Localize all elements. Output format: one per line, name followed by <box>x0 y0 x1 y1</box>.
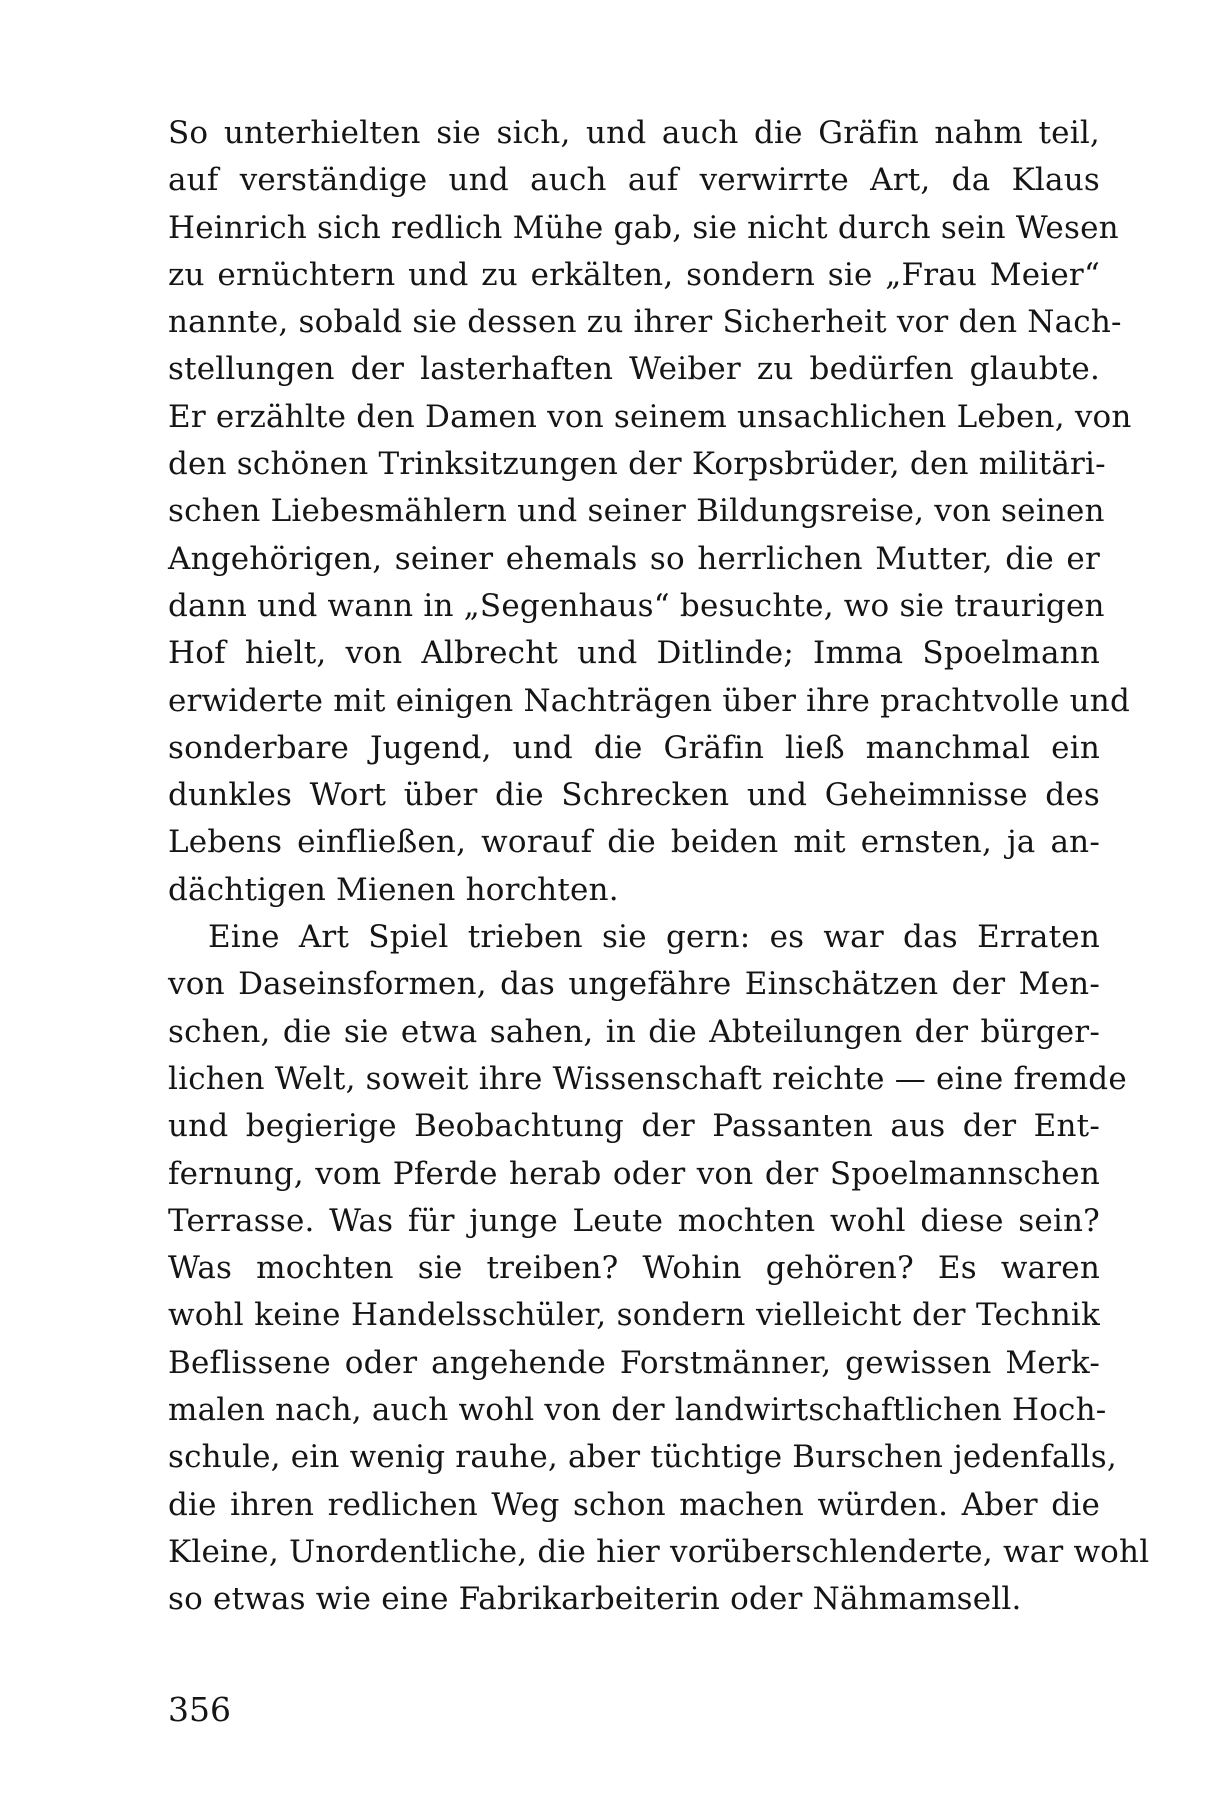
paragraph <box>168 914 1150 1623</box>
text-line: Angehörigen, seiner ehemals so herrlichen Mutter, die er <box>168 540 1100 577</box>
text-line: Lebens einfließen, worauf die beiden mit ernsten, ja an- <box>168 824 1100 861</box>
text-line: lichen Welt, soweit ihre Wissenschaft reichte — eine fremde <box>168 1060 1127 1097</box>
text-line: wohl keine Handelsschüler, sondern vielleicht der Technik <box>168 1297 1100 1334</box>
text-line: auf verständige und auch auf verwirrte Art, da Klaus <box>168 162 1100 199</box>
text-line: Was mochten sie treiben? Wohin gehören? Es waren <box>168 1250 1100 1287</box>
body-text <box>168 110 1150 1624</box>
text-line: nannte, sobald sie dessen zu ihrer Sicherheit vor den Nach- <box>168 304 1122 341</box>
paragraph <box>168 110 1132 914</box>
text-line: Terrasse. Was für junge Leute mochten wohl diese sein? <box>168 1202 1100 1239</box>
text-line: und begierige Beobachtung der Passanten aus der Ent- <box>168 1108 1100 1145</box>
text-line: Hof hielt, von Albrecht und Ditlinde; Imma Spoelmann <box>168 635 1100 672</box>
text-line: dächtigen Mienen horchten. <box>168 871 619 908</box>
text-line: den schönen Trinksitzungen der Korpsbrüder, den militäri- <box>168 446 1106 483</box>
text-line: dunkles Wort über die Schrecken und Geheimnisse des <box>168 777 1100 814</box>
text-line: schule, ein wenig rauhe, aber tüchtige Burschen jedenfalls, <box>168 1439 1117 1476</box>
text-line: von Daseinsformen, das ungefähre Einschätzen der Men- <box>168 966 1100 1003</box>
text-line: malen nach, auch wohl von der landwirtschaftlichen Hoch- <box>168 1392 1107 1429</box>
text-line: Beflissene oder angehende Forstmänner, gewissen Merk- <box>168 1344 1100 1381</box>
text-line: stellungen der lasterhaften Weiber zu bedürfen glaubte. <box>168 351 1100 388</box>
text-line: fernung, vom Pferde herab oder von der Spoelmannschen <box>168 1155 1100 1192</box>
text-line: die ihren redlichen Weg schon machen würden. Aber die <box>168 1486 1100 1523</box>
text-line: So unterhielten sie sich, und auch die Gräfin nahm teil, <box>168 115 1100 151</box>
text-line: so etwas wie eine Fabrikarbeiterin oder Nähmamsell. <box>168 1581 1022 1618</box>
text-line: Heinrich sich redlich Mühe gab, sie nicht durch sein Wesen <box>168 209 1119 246</box>
text-line: schen Liebesmählern und seiner Bildungsreise, von seinen <box>168 493 1105 530</box>
text-line: Eine Art Spiel trieben sie gern: es war das Erraten <box>208 919 1100 956</box>
text-line: sonderbare Jugend, und die Gräfin ließ manchmal ein <box>168 729 1100 766</box>
text-line: dann und wann in „Segenhaus“ besuchte, wo sie traurigen <box>168 587 1105 624</box>
text-line: zu ernüchtern und zu erkälten, sondern sie „Frau Meier“ <box>168 256 1100 293</box>
text-line: Er erzählte den Damen von seinem unsachlichen Leben, von <box>168 398 1132 435</box>
text-line: Kleine, Unordentliche, die hier vorüberschlenderte, war wohl <box>168 1533 1150 1570</box>
text-line: erwiderte mit einigen Nachträgen über ihre prachtvolle und <box>168 682 1130 719</box>
text-line: schen, die sie etwa sahen, in die Abteilungen der bürger- <box>168 1013 1100 1050</box>
page-number: 356 <box>168 1690 231 1729</box>
